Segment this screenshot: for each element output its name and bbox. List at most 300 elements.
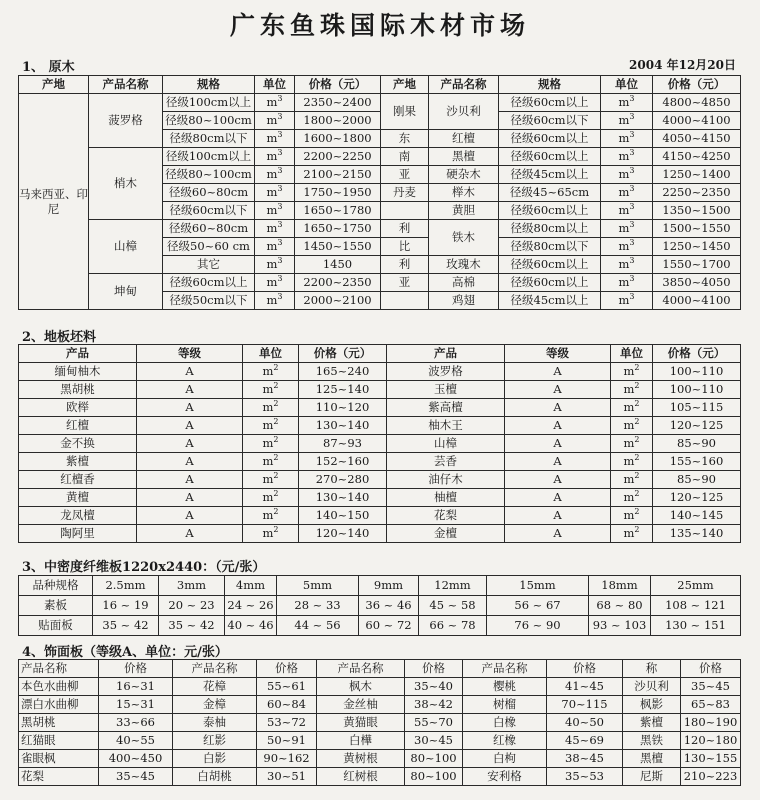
unit-cell: $m^3$ — [255, 274, 295, 292]
table-cell: 泰柚 — [173, 714, 257, 732]
spec-cell: 径级50cm以下 — [163, 292, 255, 310]
table-cell: $m^2$ — [611, 489, 653, 507]
table-cell: 红树根 — [317, 768, 405, 786]
unit-text: m — [623, 382, 635, 396]
col-header: 价格（元） — [653, 76, 741, 94]
table-cell: 本色水曲柳 — [19, 678, 99, 696]
table-cell: 20 ~ 23 — [159, 596, 225, 616]
spec-cell: 径级60cm以上 — [499, 148, 601, 166]
table-cell: 130~140 — [299, 417, 387, 435]
table-cell: A — [505, 489, 611, 507]
table-row — [19, 616, 741, 636]
price-cell: 4800~4850 — [653, 94, 741, 112]
spec-cell: 径级50~60 cm — [163, 238, 255, 256]
table-cell: $m^2$ — [243, 507, 299, 525]
spec-cell: 径级60cm以上 — [499, 130, 601, 148]
table-row — [19, 507, 741, 525]
spec-cell: 径级60cm以上 — [499, 94, 601, 112]
unit-cell: $m^3$ — [255, 148, 295, 166]
table-row — [19, 489, 741, 507]
table-cell: 芸香 — [387, 453, 505, 471]
table-cell: 缅甸柚木 — [19, 363, 137, 381]
table-cell: 沙贝利 — [623, 678, 681, 696]
table-cell: 110~120 — [299, 399, 387, 417]
unit-cell: $m^3$ — [255, 238, 295, 256]
unit-cell: $m^3$ — [601, 184, 653, 202]
table-cell: 紫高檀 — [387, 399, 505, 417]
log-price-table — [18, 75, 741, 310]
price-cell: 1450 — [295, 256, 381, 274]
table-cell: $m^2$ — [243, 363, 299, 381]
product-cell: 榉木 — [429, 184, 499, 202]
table-cell: 称 — [623, 660, 681, 678]
table-cell: 黑胡桃 — [19, 381, 137, 399]
table-cell: 雀眼枫 — [19, 750, 99, 768]
table-row — [19, 596, 741, 616]
origin-cell: 南 — [381, 148, 429, 166]
unit-text: m — [623, 436, 635, 450]
product-cell: 玫瑰木 — [429, 256, 499, 274]
spec-cell: 径级80~100cm — [163, 112, 255, 130]
table-cell: 龙凤檀 — [19, 507, 137, 525]
table-cell: $m^2$ — [611, 435, 653, 453]
unit-cell: $m^3$ — [601, 130, 653, 148]
table-cell: 76 ~ 90 — [487, 616, 589, 636]
table-cell: 花樟 — [173, 678, 257, 696]
col-header: 产地 — [19, 76, 89, 94]
table-cell: 36 ~ 46 — [359, 596, 419, 616]
table-cell: 山樟 — [387, 435, 505, 453]
col-header: 产品 — [19, 345, 137, 363]
table-cell: $m^2$ — [243, 399, 299, 417]
table-row — [19, 417, 741, 435]
table-cell: 44 ~ 56 — [277, 616, 359, 636]
table-row — [19, 660, 741, 678]
col-header: 价格（元） — [299, 345, 387, 363]
price-cell: 2100~2150 — [295, 166, 381, 184]
table-cell: 35~45 — [681, 678, 741, 696]
table-cell: 152~160 — [299, 453, 387, 471]
table-cell: 价格 — [681, 660, 741, 678]
product-cell: 黑檀 — [429, 148, 499, 166]
table-cell: 35 ~ 42 — [93, 616, 159, 636]
table-row — [19, 678, 741, 696]
spec-cell: 径级60cm以上 — [499, 256, 601, 274]
flooring-price-table — [18, 344, 741, 543]
table-cell: 56 ~ 67 — [487, 596, 589, 616]
table-row — [19, 381, 741, 399]
table-header-row — [19, 76, 741, 94]
unit-text: m — [623, 364, 635, 378]
table-cell: A — [137, 453, 243, 471]
product-cell: 铁木 — [429, 220, 499, 256]
table-cell: 30~51 — [257, 768, 317, 786]
col-header: 价格（元） — [653, 345, 741, 363]
flooring-rows — [19, 363, 741, 543]
spec-cell: 径级60~80cm — [163, 184, 255, 202]
price-cell: 4150~4250 — [653, 148, 741, 166]
spec-cell: 径级60cm以上 — [499, 274, 601, 292]
spec-cell: 径级60cm以下 — [163, 202, 255, 220]
table-cell: A — [137, 507, 243, 525]
table-cell: $m^2$ — [611, 453, 653, 471]
origin-cell: 东 — [381, 130, 429, 148]
table-cell: 55~61 — [257, 678, 317, 696]
table-cell: 35~45 — [99, 768, 173, 786]
table-cell: 紫檀 — [19, 453, 137, 471]
table-cell: 漂白水曲柳 — [19, 696, 99, 714]
table-cell: $m^2$ — [611, 363, 653, 381]
table-cell: A — [137, 381, 243, 399]
product-cell: 沙贝利 — [429, 94, 499, 130]
table-cell: 枫木 — [317, 678, 405, 696]
table-cell: 柚檀 — [387, 489, 505, 507]
spec-cell: 径级60cm以上 — [499, 202, 601, 220]
table-cell: 105~115 — [653, 399, 741, 417]
price-cell: 2000~2100 — [295, 292, 381, 310]
price-cell: 1250~1400 — [653, 166, 741, 184]
price-cell: 2200~2250 — [295, 148, 381, 166]
table-cell: 120~180 — [681, 732, 741, 750]
price-cell: 4000~4100 — [653, 292, 741, 310]
unit-text: m — [262, 436, 274, 450]
table-cell: $m^2$ — [243, 435, 299, 453]
table-cell: 樱桃 — [463, 678, 547, 696]
table-cell: 80~100 — [405, 768, 463, 786]
col-header: 产品 — [387, 345, 505, 363]
table-cell: 白樺 — [317, 732, 405, 750]
price-cell: 2350~2400 — [295, 94, 381, 112]
unit-cell: $m^3$ — [255, 112, 295, 130]
table-row — [19, 435, 741, 453]
table-cell: A — [137, 525, 243, 543]
table-cell: A — [505, 381, 611, 399]
col-header: 价格（元） — [295, 76, 381, 94]
table-cell: 2.5mm — [93, 576, 159, 596]
table-row — [19, 732, 741, 750]
product-cell: 红檀 — [429, 130, 499, 148]
table-cell: A — [137, 435, 243, 453]
table-cell: 白胡桃 — [173, 768, 257, 786]
price-cell: 1500~1550 — [653, 220, 741, 238]
price-cell: 1750~1950 — [295, 184, 381, 202]
table-cell: 红影 — [173, 732, 257, 750]
unit-cell: $m^3$ — [601, 148, 653, 166]
product-cell: 黄胆 — [429, 202, 499, 220]
unit-cell: $m^3$ — [601, 274, 653, 292]
table-cell: 35~53 — [547, 768, 623, 786]
table-cell: $m^2$ — [243, 381, 299, 399]
table-cell: A — [505, 417, 611, 435]
table-cell: 金樟 — [173, 696, 257, 714]
table-cell: 38~42 — [405, 696, 463, 714]
table-cell: 210~223 — [681, 768, 741, 786]
section-1-heading: 1、 原木 — [22, 60, 75, 75]
table-cell: $m^2$ — [611, 381, 653, 399]
unit-cell: $m^3$ — [601, 238, 653, 256]
unit-cell: $m^3$ — [255, 130, 295, 148]
table-cell: 12mm — [419, 576, 487, 596]
table-cell: A — [137, 363, 243, 381]
table-cell: 100~110 — [653, 363, 741, 381]
unit-cell: $m^3$ — [601, 202, 653, 220]
unit-cell: $m^3$ — [255, 184, 295, 202]
table-cell: $m^2$ — [243, 453, 299, 471]
table-cell: 87~93 — [299, 435, 387, 453]
origin-cell — [381, 202, 429, 220]
table-cell: 红猫眼 — [19, 732, 99, 750]
table-cell: 125~140 — [299, 381, 387, 399]
table-cell: 85~90 — [653, 471, 741, 489]
product-cell: 鸡翅 — [429, 292, 499, 310]
origin-cell: 亚 — [381, 166, 429, 184]
table-row — [19, 576, 741, 596]
unit-cell: $m^3$ — [601, 292, 653, 310]
table-cell: 28 ~ 33 — [277, 596, 359, 616]
spec-cell: 径级80~100cm — [163, 166, 255, 184]
product-cell: 梢木 — [89, 148, 163, 220]
table-cell: 花梨 — [19, 768, 99, 786]
price-cell: 2200~2350 — [295, 274, 381, 292]
table-cell: 树榴 — [463, 696, 547, 714]
price-cell: 1250~1450 — [653, 238, 741, 256]
table-cell: $m^2$ — [611, 507, 653, 525]
table-row — [19, 148, 741, 166]
table-cell: 产品名称 — [173, 660, 257, 678]
table-cell: 金丝柚 — [317, 696, 405, 714]
price-cell: 2250~2350 — [653, 184, 741, 202]
table-cell: 155~160 — [653, 453, 741, 471]
spec-cell: 径级45cm以上 — [499, 166, 601, 184]
table-cell: 贴面板 — [19, 616, 93, 636]
unit-cell: $m^3$ — [255, 256, 295, 274]
spec-cell: 径级60cm以上 — [163, 274, 255, 292]
table-row — [19, 453, 741, 471]
table-row — [19, 399, 741, 417]
table-cell: 100~110 — [653, 381, 741, 399]
spec-cell: 径级100cm以上 — [163, 94, 255, 112]
table-cell: 120~125 — [653, 489, 741, 507]
unit-text: m — [262, 454, 274, 468]
table-cell: 40~50 — [547, 714, 623, 732]
col-header: 产品名称 — [429, 76, 499, 94]
col-header: 产地 — [381, 76, 429, 94]
spec-cell: 径级45~65cm — [499, 184, 601, 202]
product-cell: 高棉 — [429, 274, 499, 292]
table-cell: 108 ~ 121 — [651, 596, 741, 616]
product-cell: 坤甸 — [89, 274, 163, 310]
price-cell: 1650~1780 — [295, 202, 381, 220]
table-cell: 60 ~ 72 — [359, 616, 419, 636]
table-cell: 波罗格 — [387, 363, 505, 381]
table-cell: 品种规格 — [19, 576, 93, 596]
page-title: 广东鱼珠国际木材市场 — [229, 11, 530, 40]
table-cell: A — [137, 417, 243, 435]
veneer-price-table — [18, 659, 741, 786]
table-cell: 130~155 — [681, 750, 741, 768]
table-cell: 53~72 — [257, 714, 317, 732]
table-cell: 68 ~ 80 — [589, 596, 651, 616]
unit-text: m — [623, 400, 635, 414]
origin-cell: 刚果 — [381, 94, 429, 130]
report-date: 2004 年12月20日 — [629, 58, 736, 72]
unit-text: m — [623, 454, 635, 468]
table-cell: 黑铁 — [623, 732, 681, 750]
origin-cell: 丹麦 — [381, 184, 429, 202]
unit-text: m — [262, 508, 274, 522]
table-row — [19, 768, 741, 786]
unit-cell: $m^3$ — [601, 256, 653, 274]
unit-cell: $m^3$ — [255, 292, 295, 310]
table-cell: 35~40 — [405, 678, 463, 696]
unit-text: m — [623, 526, 635, 540]
table-cell: 85~90 — [653, 435, 741, 453]
table-cell: 40~55 — [99, 732, 173, 750]
unit-text: m — [262, 490, 274, 504]
mdf-rows — [19, 576, 741, 636]
origin-cell: 亚 — [381, 274, 429, 292]
unit-cell: $m^3$ — [255, 202, 295, 220]
table-cell: 18mm — [589, 576, 651, 596]
table-cell: 陶阿里 — [19, 525, 137, 543]
table-row — [19, 525, 741, 543]
col-header: 单位 — [601, 76, 653, 94]
table-header-row — [19, 345, 741, 363]
section-2-heading: 2、地板坯料 — [22, 330, 97, 345]
table-cell: 价格 — [99, 660, 173, 678]
spec-cell: 径级80cm以上 — [499, 220, 601, 238]
table-cell: 16~31 — [99, 678, 173, 696]
price-cell: 1350~1500 — [653, 202, 741, 220]
table-cell: A — [505, 525, 611, 543]
unit-text: m — [262, 400, 274, 414]
unit-text: m — [262, 472, 274, 486]
table-cell: 油仔木 — [387, 471, 505, 489]
table-cell: 41~45 — [547, 678, 623, 696]
spec-cell: 径级60~80cm — [163, 220, 255, 238]
unit-text: m — [262, 418, 274, 432]
mdf-price-table — [18, 575, 741, 636]
origin-cell: 马来西亚、印尼 — [19, 94, 89, 310]
table-cell: 40 ~ 46 — [225, 616, 277, 636]
product-cell: 菠罗格 — [89, 94, 163, 148]
table-cell: 130~140 — [299, 489, 387, 507]
table-cell: 35 ~ 42 — [159, 616, 225, 636]
table-cell: 价格 — [547, 660, 623, 678]
col-header: 等级 — [137, 345, 243, 363]
price-cell: 1450~1550 — [295, 238, 381, 256]
unit-text: m — [623, 472, 635, 486]
table-cell: 黄树根 — [317, 750, 405, 768]
table-cell: 45~69 — [547, 732, 623, 750]
table-cell: 9mm — [359, 576, 419, 596]
table-cell: 价格 — [405, 660, 463, 678]
table-cell: 价格 — [257, 660, 317, 678]
unit-cell: $m^3$ — [601, 220, 653, 238]
unit-cell: $m^3$ — [255, 166, 295, 184]
table-cell: 红檀香 — [19, 471, 137, 489]
table-cell: 柚木王 — [387, 417, 505, 435]
table-cell: A — [505, 453, 611, 471]
unit-cell: $m^3$ — [255, 220, 295, 238]
section-3-heading: 3、中密度纤维板1220x2440：（元/张） — [22, 560, 266, 575]
col-header: 等级 — [505, 345, 611, 363]
table-cell: 素板 — [19, 596, 93, 616]
table-cell: 55~70 — [405, 714, 463, 732]
col-header: 产品名称 — [89, 76, 163, 94]
table-cell: $m^2$ — [243, 417, 299, 435]
table-cell: A — [505, 399, 611, 417]
table-cell: 15~31 — [99, 696, 173, 714]
price-cell: 1550~1700 — [653, 256, 741, 274]
col-header: 规格 — [499, 76, 601, 94]
origin-cell: 利 — [381, 256, 429, 274]
veneer-rows — [19, 660, 741, 786]
spec-cell: 其它 — [163, 256, 255, 274]
price-cell: 1650~1750 — [295, 220, 381, 238]
table-cell: 165~240 — [299, 363, 387, 381]
table-cell: $m^2$ — [243, 489, 299, 507]
table-cell: 24 ~ 26 — [225, 596, 277, 616]
table-cell: 5mm — [277, 576, 359, 596]
table-cell: 25mm — [651, 576, 741, 596]
table-cell: 270~280 — [299, 471, 387, 489]
table-cell: A — [137, 489, 243, 507]
table-cell: 16 ~ 19 — [93, 596, 159, 616]
table-cell: $m^2$ — [611, 525, 653, 543]
table-cell: 金不换 — [19, 435, 137, 453]
table-cell: 65~83 — [681, 696, 741, 714]
table-cell: 黄猫眼 — [317, 714, 405, 732]
price-cell: 4000~4100 — [653, 112, 741, 130]
table-cell: 4mm — [225, 576, 277, 596]
spec-cell: 径级100cm以上 — [163, 148, 255, 166]
table-row — [19, 94, 741, 112]
table-cell: 60~84 — [257, 696, 317, 714]
price-cell: 3850~4050 — [653, 274, 741, 292]
table-cell: 尼斯 — [623, 768, 681, 786]
product-cell: 硬杂木 — [429, 166, 499, 184]
table-cell: 红橡 — [463, 732, 547, 750]
table-row — [19, 220, 741, 238]
table-cell: 白橡 — [463, 714, 547, 732]
table-cell: 产品名称 — [19, 660, 99, 678]
table-cell: 140~145 — [653, 507, 741, 525]
table-row — [19, 363, 741, 381]
unit-cell: $m^3$ — [601, 112, 653, 130]
table-cell: A — [137, 471, 243, 489]
table-cell: A — [505, 363, 611, 381]
origin-cell: 比 — [381, 238, 429, 256]
table-cell: 30~45 — [405, 732, 463, 750]
unit-text: m — [262, 364, 274, 378]
col-header: 单位 — [255, 76, 295, 94]
col-header: 单位 — [611, 345, 653, 363]
table-row — [19, 714, 741, 732]
table-cell: 白枸 — [463, 750, 547, 768]
table-cell: 400~450 — [99, 750, 173, 768]
table-cell: 130 ~ 151 — [651, 616, 741, 636]
spec-cell: 径级60cm以下 — [499, 112, 601, 130]
spec-cell: 径级80cm以下 — [499, 238, 601, 256]
table-cell: 金檀 — [387, 525, 505, 543]
table-cell: $m^2$ — [243, 525, 299, 543]
table-cell: $m^2$ — [611, 417, 653, 435]
table-cell: 黑檀 — [623, 750, 681, 768]
table-cell: $m^2$ — [243, 471, 299, 489]
table-cell: 花梨 — [387, 507, 505, 525]
origin-cell: 利 — [381, 220, 429, 238]
